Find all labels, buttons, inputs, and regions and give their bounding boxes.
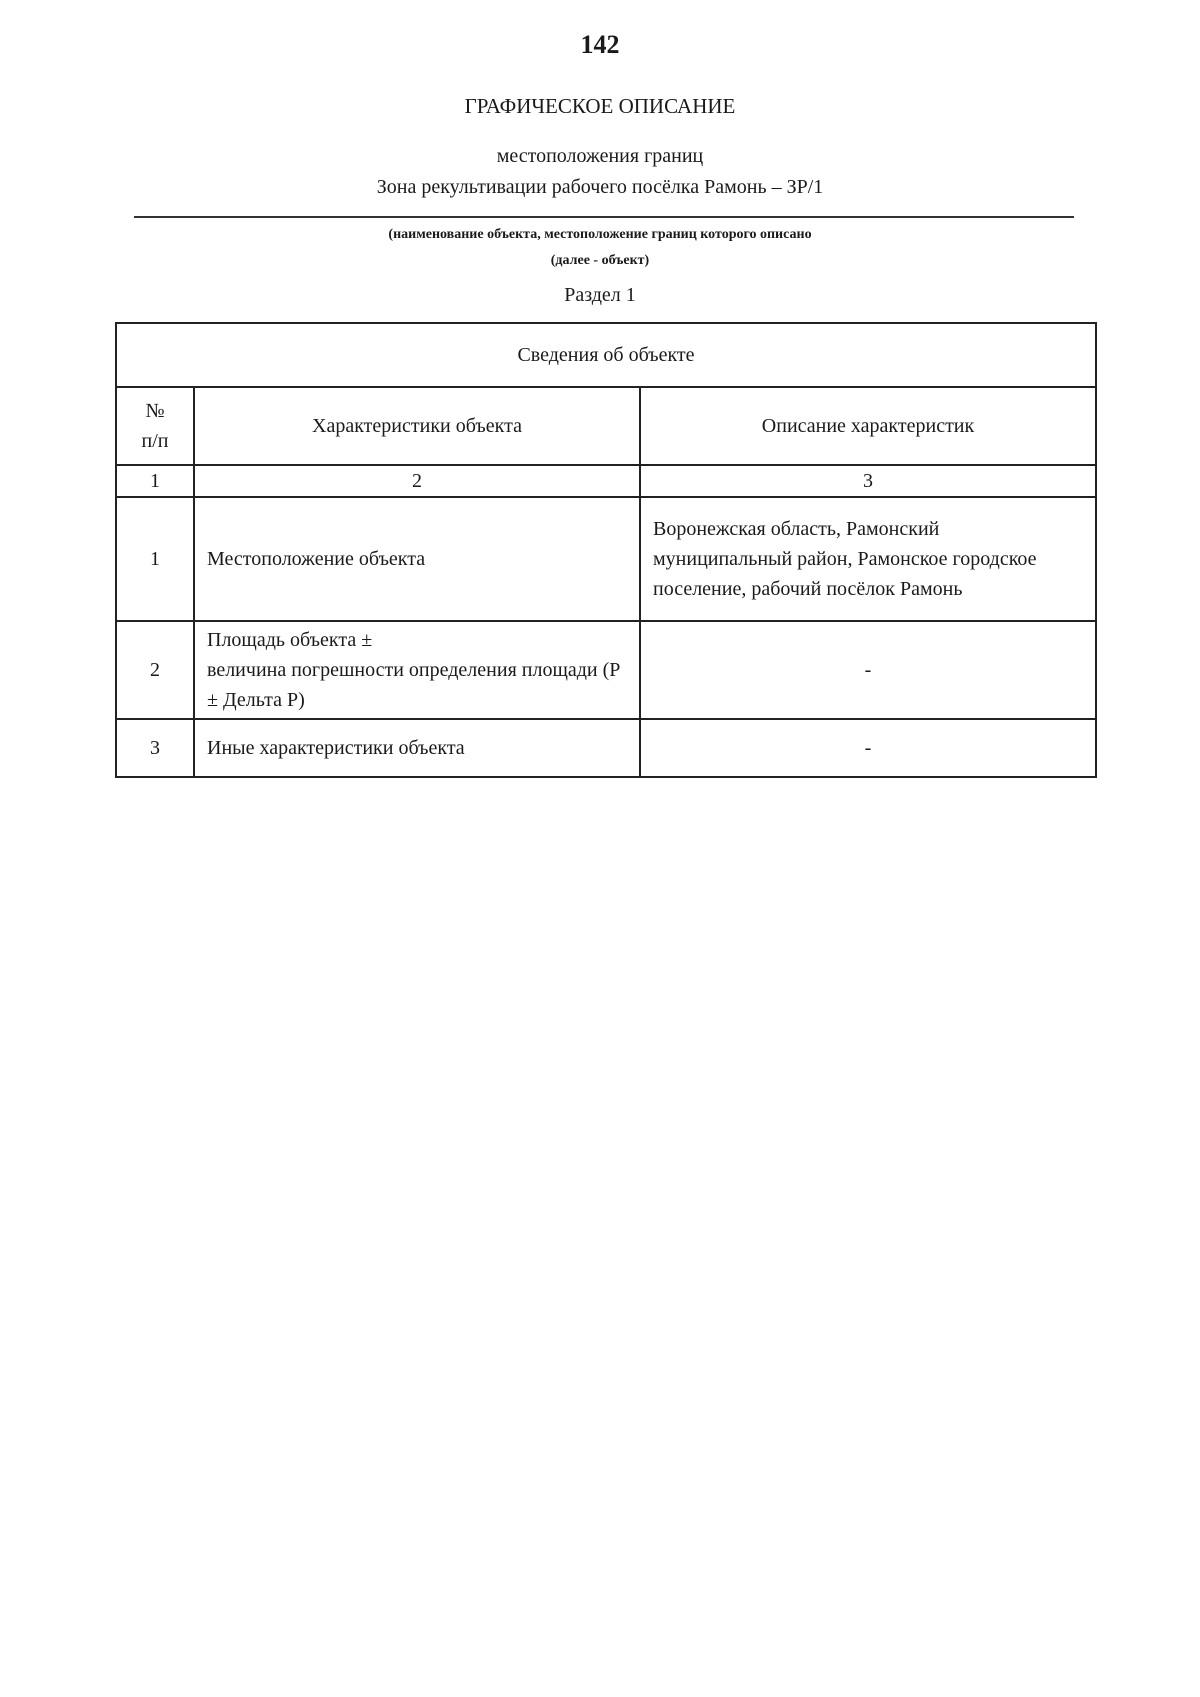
page-number: 142 — [580, 30, 620, 59]
table-heading: Сведения об объекте — [116, 323, 1096, 387]
row-description: Воронежская область, Рамонский муниципальный район, Рамонское городское поселение, рабочий посёлок Рамонь — [640, 497, 1096, 621]
row-number: 1 — [116, 497, 194, 621]
table-row — [116, 719, 1096, 777]
object-caption — [0, 222, 1200, 274]
row-characteristic: Местоположение объекта — [194, 497, 640, 621]
row-number: 3 — [116, 719, 194, 777]
table-row — [116, 497, 1096, 621]
column-index-row — [116, 465, 1096, 497]
document-subtitle-line2: Зона рекультивации рабочего посёлка Рамонь – ЗР/1 — [376, 176, 824, 198]
col-header-num-line1: № — [145, 400, 165, 422]
col-index-3: 3 — [640, 465, 1096, 497]
col-header-num — [116, 387, 194, 465]
row-characteristic-line2: величина погрешности определения площади (P ± Дельта P) — [207, 659, 620, 711]
col-index-2: 2 — [194, 465, 640, 497]
caption-line1: (наименование объекта, местоположение границ которого описано — [388, 227, 812, 242]
row-characteristic-line1: Площадь объекта ± — [207, 629, 373, 651]
col-index-1: 1 — [116, 465, 194, 497]
row-number: 2 — [116, 621, 194, 719]
table-row — [116, 621, 1096, 719]
col-header-description: Описание характеристик — [640, 387, 1096, 465]
object-info-table — [115, 322, 1097, 778]
row-description: - — [640, 621, 1096, 719]
row-description: - — [640, 719, 1096, 777]
col-header-characteristics: Характеристики объекта — [194, 387, 640, 465]
row-characteristic: Иные характеристики объекта — [194, 719, 640, 777]
document-title: ГРАФИЧЕСКОЕ ОПИСАНИЕ — [464, 94, 736, 118]
col-header-num-line2: п/п — [141, 430, 169, 452]
title-underline — [134, 216, 1074, 218]
caption-line2: (далее - объект) — [550, 253, 650, 268]
document-subtitle-line1: местоположения границ — [496, 145, 704, 167]
column-header-row — [116, 387, 1096, 465]
table-heading-row — [116, 323, 1096, 387]
section-label: Раздел 1 — [564, 284, 636, 306]
row-characteristic — [194, 621, 640, 719]
